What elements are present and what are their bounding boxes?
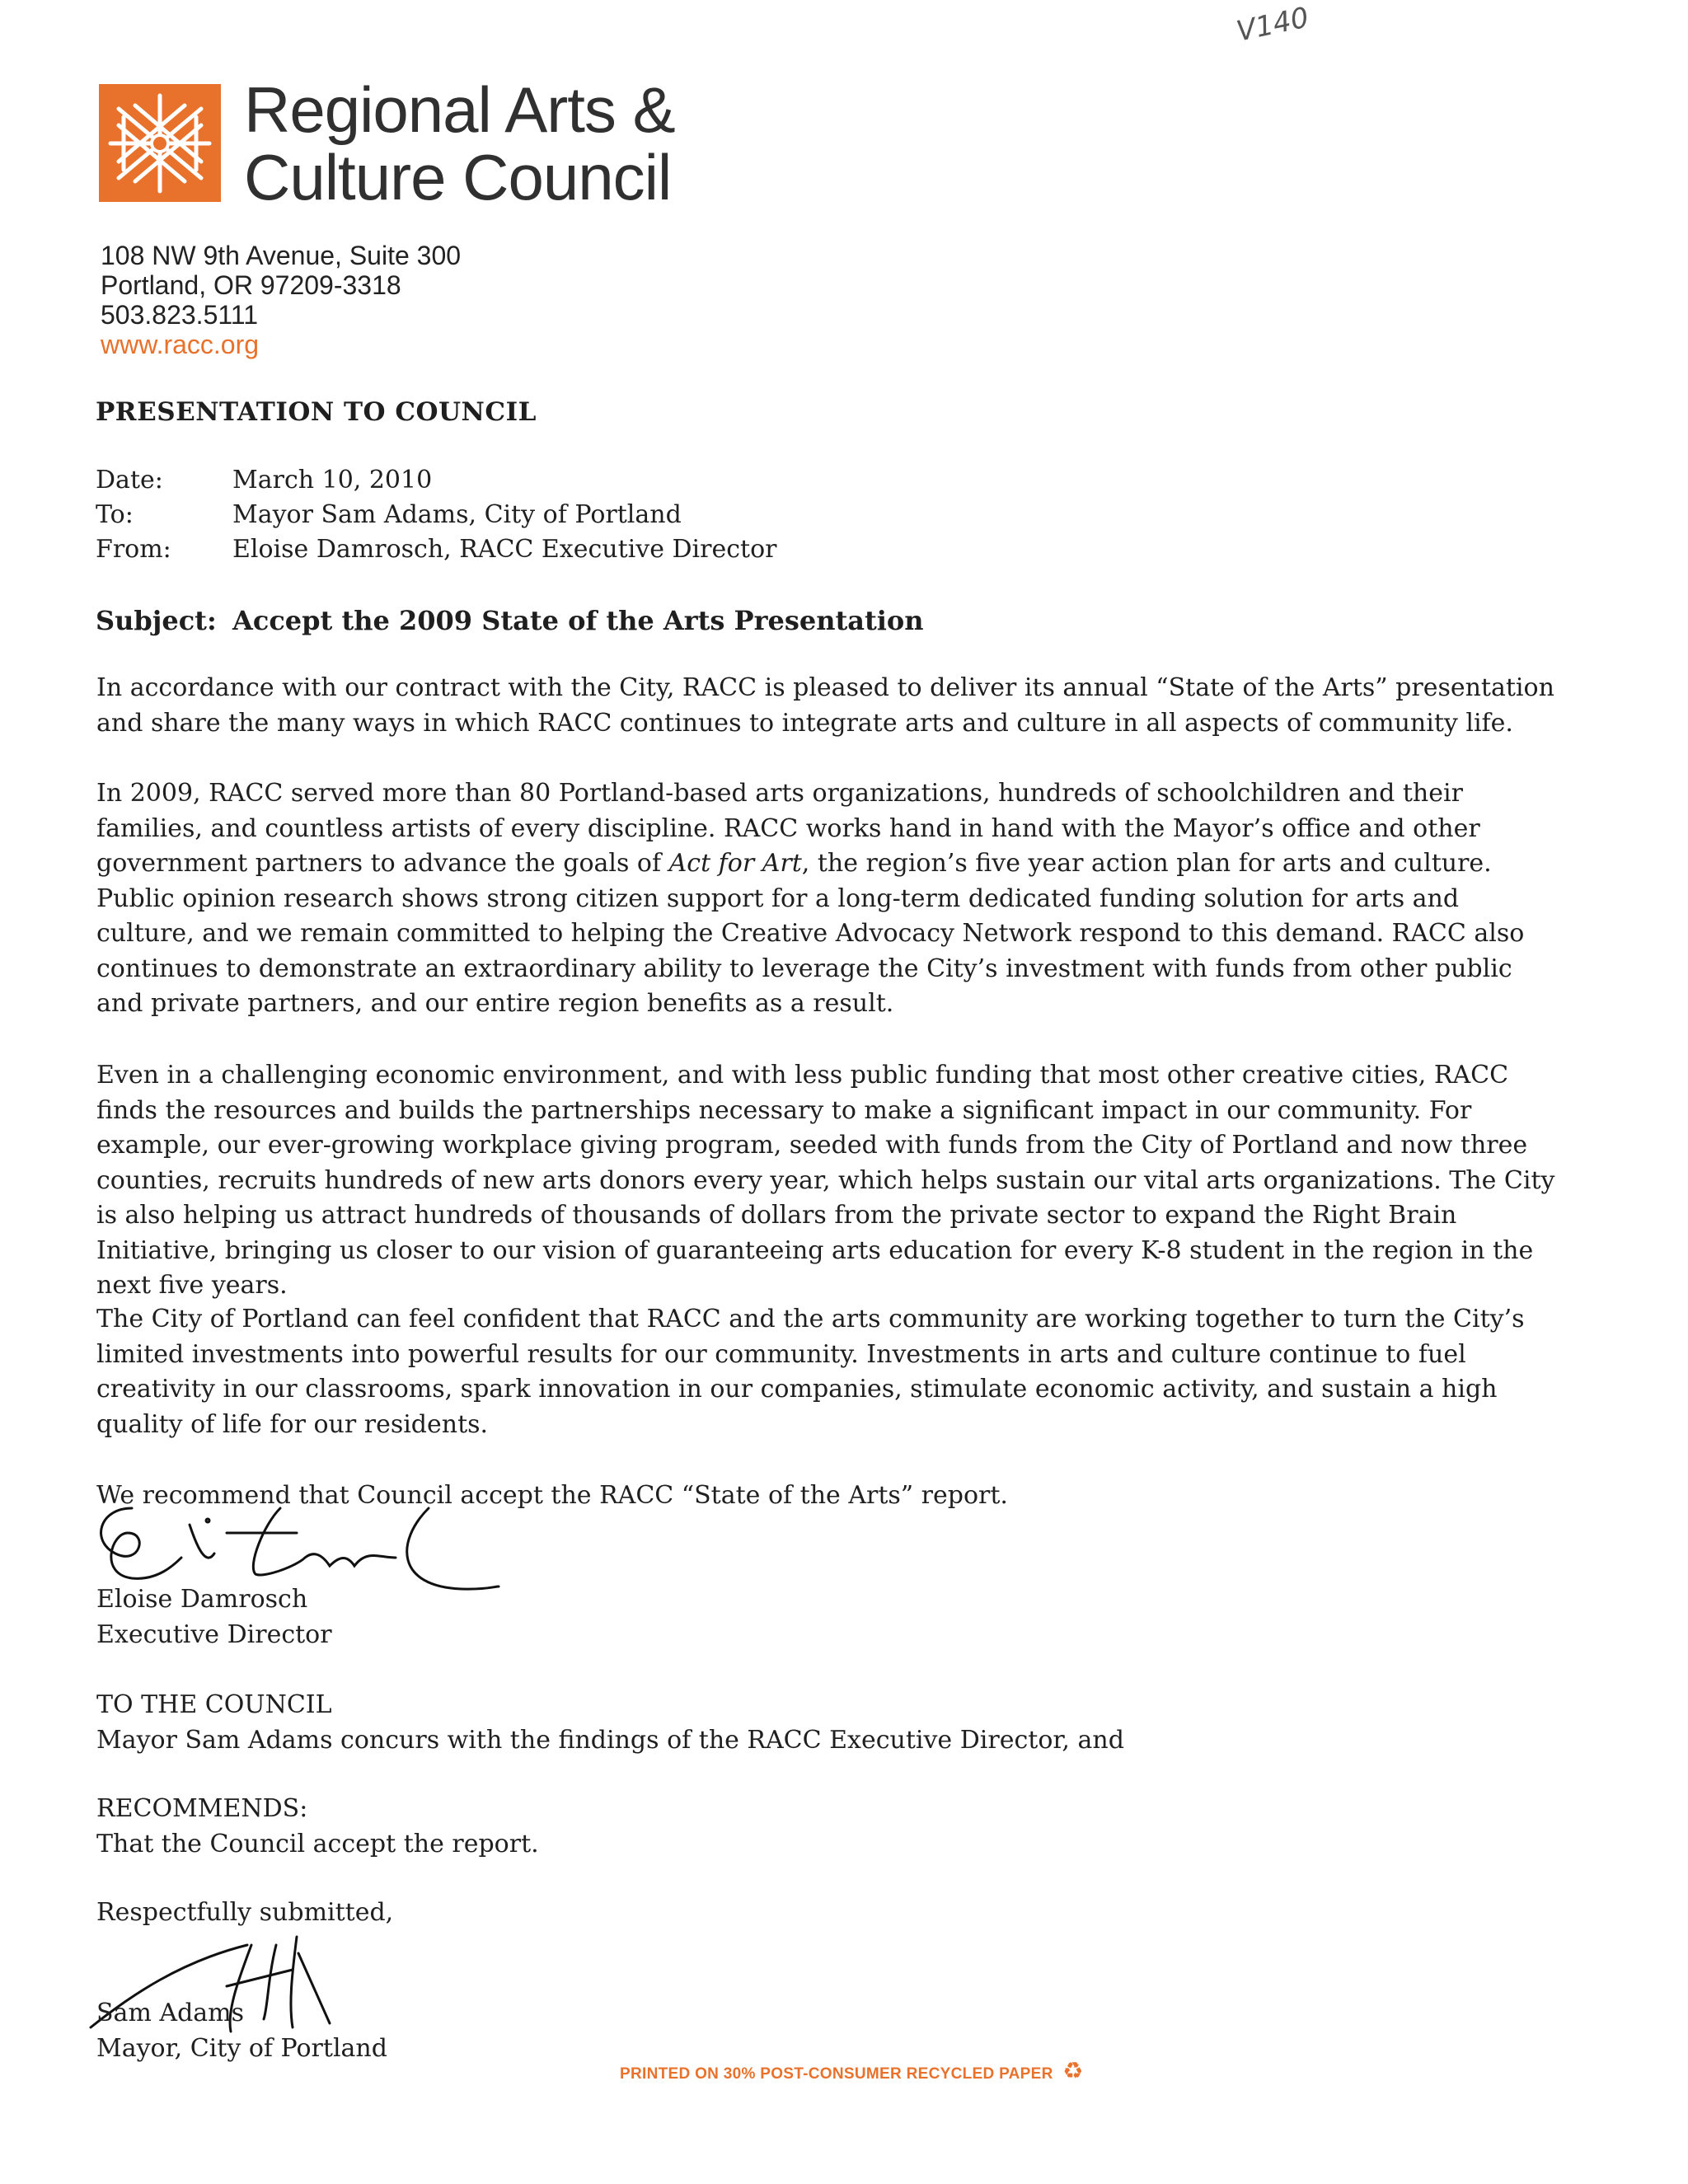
phone-number: 503.823.5111 — [101, 300, 258, 330]
org-name-line1: Regional Arts & — [244, 73, 675, 146]
council-block — [96, 1688, 1124, 1758]
recycle-icon: ♻ — [1062, 2058, 1084, 2083]
signer2-name: Sam Adams — [96, 1999, 245, 2027]
memo-fields — [0, 463, 989, 570]
recommends-block — [96, 1792, 539, 1862]
memo-heading: PRESENTATION TO COUNCIL — [96, 397, 537, 427]
subject-label: Subject: — [96, 605, 217, 636]
recommends-text: That the Council accept the report. — [96, 1829, 539, 1858]
address-city: Portland, OR 97209-3318 — [101, 270, 401, 300]
body-paragraph-4: The City of Portland can feel confident that RACC and the arts community are working together to turn the City’s limited investments into powerful results for our community. Investments in arts and culture continue to fuel creativity in our classrooms, spark innovation in our companies, stimulate economic activity, and sustain a high quality of life for our residents. — [96, 1305, 1525, 1439]
body-paragraph-2: In 2009, RACC served more than 80 Portland-based arts organizations, hundreds of schoolchildren and their families, and countless artists of every discipline. RACC works hand in hand with the Mayor’s office and other government partners to advance the goals of Act for Art, the region’s five year action plan for arts and culture. Public opinion research shows strong citizen support for a long-term dedicated funding solution for arts and culture, and we remain committed to helping the Creative Advocacy Network respond to this demand. RACC also continues to demonstrate an extraordinary ability to leverage the City’s investment with funds from other public and private partners, and our entire region benefits as a result. — [96, 779, 1525, 1018]
act-for-art-title: Act for Art — [668, 849, 802, 878]
signature2-block — [96, 1996, 387, 2066]
subject-line — [96, 605, 924, 636]
to-value: Mayor Sam Adams, City of Portland — [232, 500, 682, 529]
letterhead-address — [101, 241, 461, 359]
body-paragraph-1: In accordance with our contract with the City, RACC is pleased to deliver its annual “State of the Arts” presentation and share the many ways in which RACC continues to integrate arts and culture in all aspects of community life. — [96, 673, 1554, 738]
website-link[interactable]: www.racc.org — [101, 330, 260, 359]
handwritten-note: V140 — [1233, 1, 1312, 49]
signer1-name: Eloise Damrosch — [96, 1585, 308, 1614]
council-heading: TO THE COUNCIL — [96, 1690, 332, 1719]
signature1-block — [96, 1582, 332, 1652]
signer2-title: Mayor, City of Portland — [96, 2033, 387, 2063]
org-name-line2: Culture Council — [244, 141, 672, 213]
logo-icon — [99, 84, 221, 202]
signature-eloise-damrosch — [82, 1475, 511, 1599]
body-paragraph-3: Even in a challenging economic environment, and with less public funding that most other creative cities, RACC finds the resources and builds the partnerships necessary to make a significant impact in our community. For example, our ever-growing workplace giving program, seeded with funds from the City of Portland and now three counties, recruits hundreds of new arts donors every year, which helps sustain our vital arts organizations. The City is also helping us attract hundreds of thousands of dollars from the private sector to expand the Right Brain Initiative, bringing us closer to our vision of guaranteeing arts education for every K-8 student in the region in the next five years. — [96, 1061, 1555, 1300]
signer1-title: Executive Director — [96, 1619, 332, 1649]
council-concur: Mayor Sam Adams concurs with the findings of the RACC Executive Director, and — [96, 1725, 1124, 1755]
closing: Respectfully submitted, — [96, 1898, 394, 1927]
to-label: To: — [96, 500, 134, 529]
date-value: March 10, 2010 — [232, 466, 433, 494]
from-label: From: — [96, 535, 171, 564]
recommends-heading: RECOMMENDS: — [96, 1794, 308, 1823]
date-label: Date: — [96, 466, 163, 494]
recommendation: We recommend that Council accept the RACC “State of the Arts” report. — [96, 1481, 1008, 1510]
recycled-paper-note: PRINTED ON 30% POST-CONSUMER RECYCLED PAPER ♻ — [620, 2058, 1084, 2083]
subject-value: Accept the 2009 State of the Arts Presentation — [232, 605, 924, 636]
org-name — [244, 73, 675, 213]
from-value: Eloise Damrosch, RACC Executive Director — [232, 535, 777, 564]
address-street: 108 NW 9th Avenue, Suite 300 — [101, 241, 462, 270]
